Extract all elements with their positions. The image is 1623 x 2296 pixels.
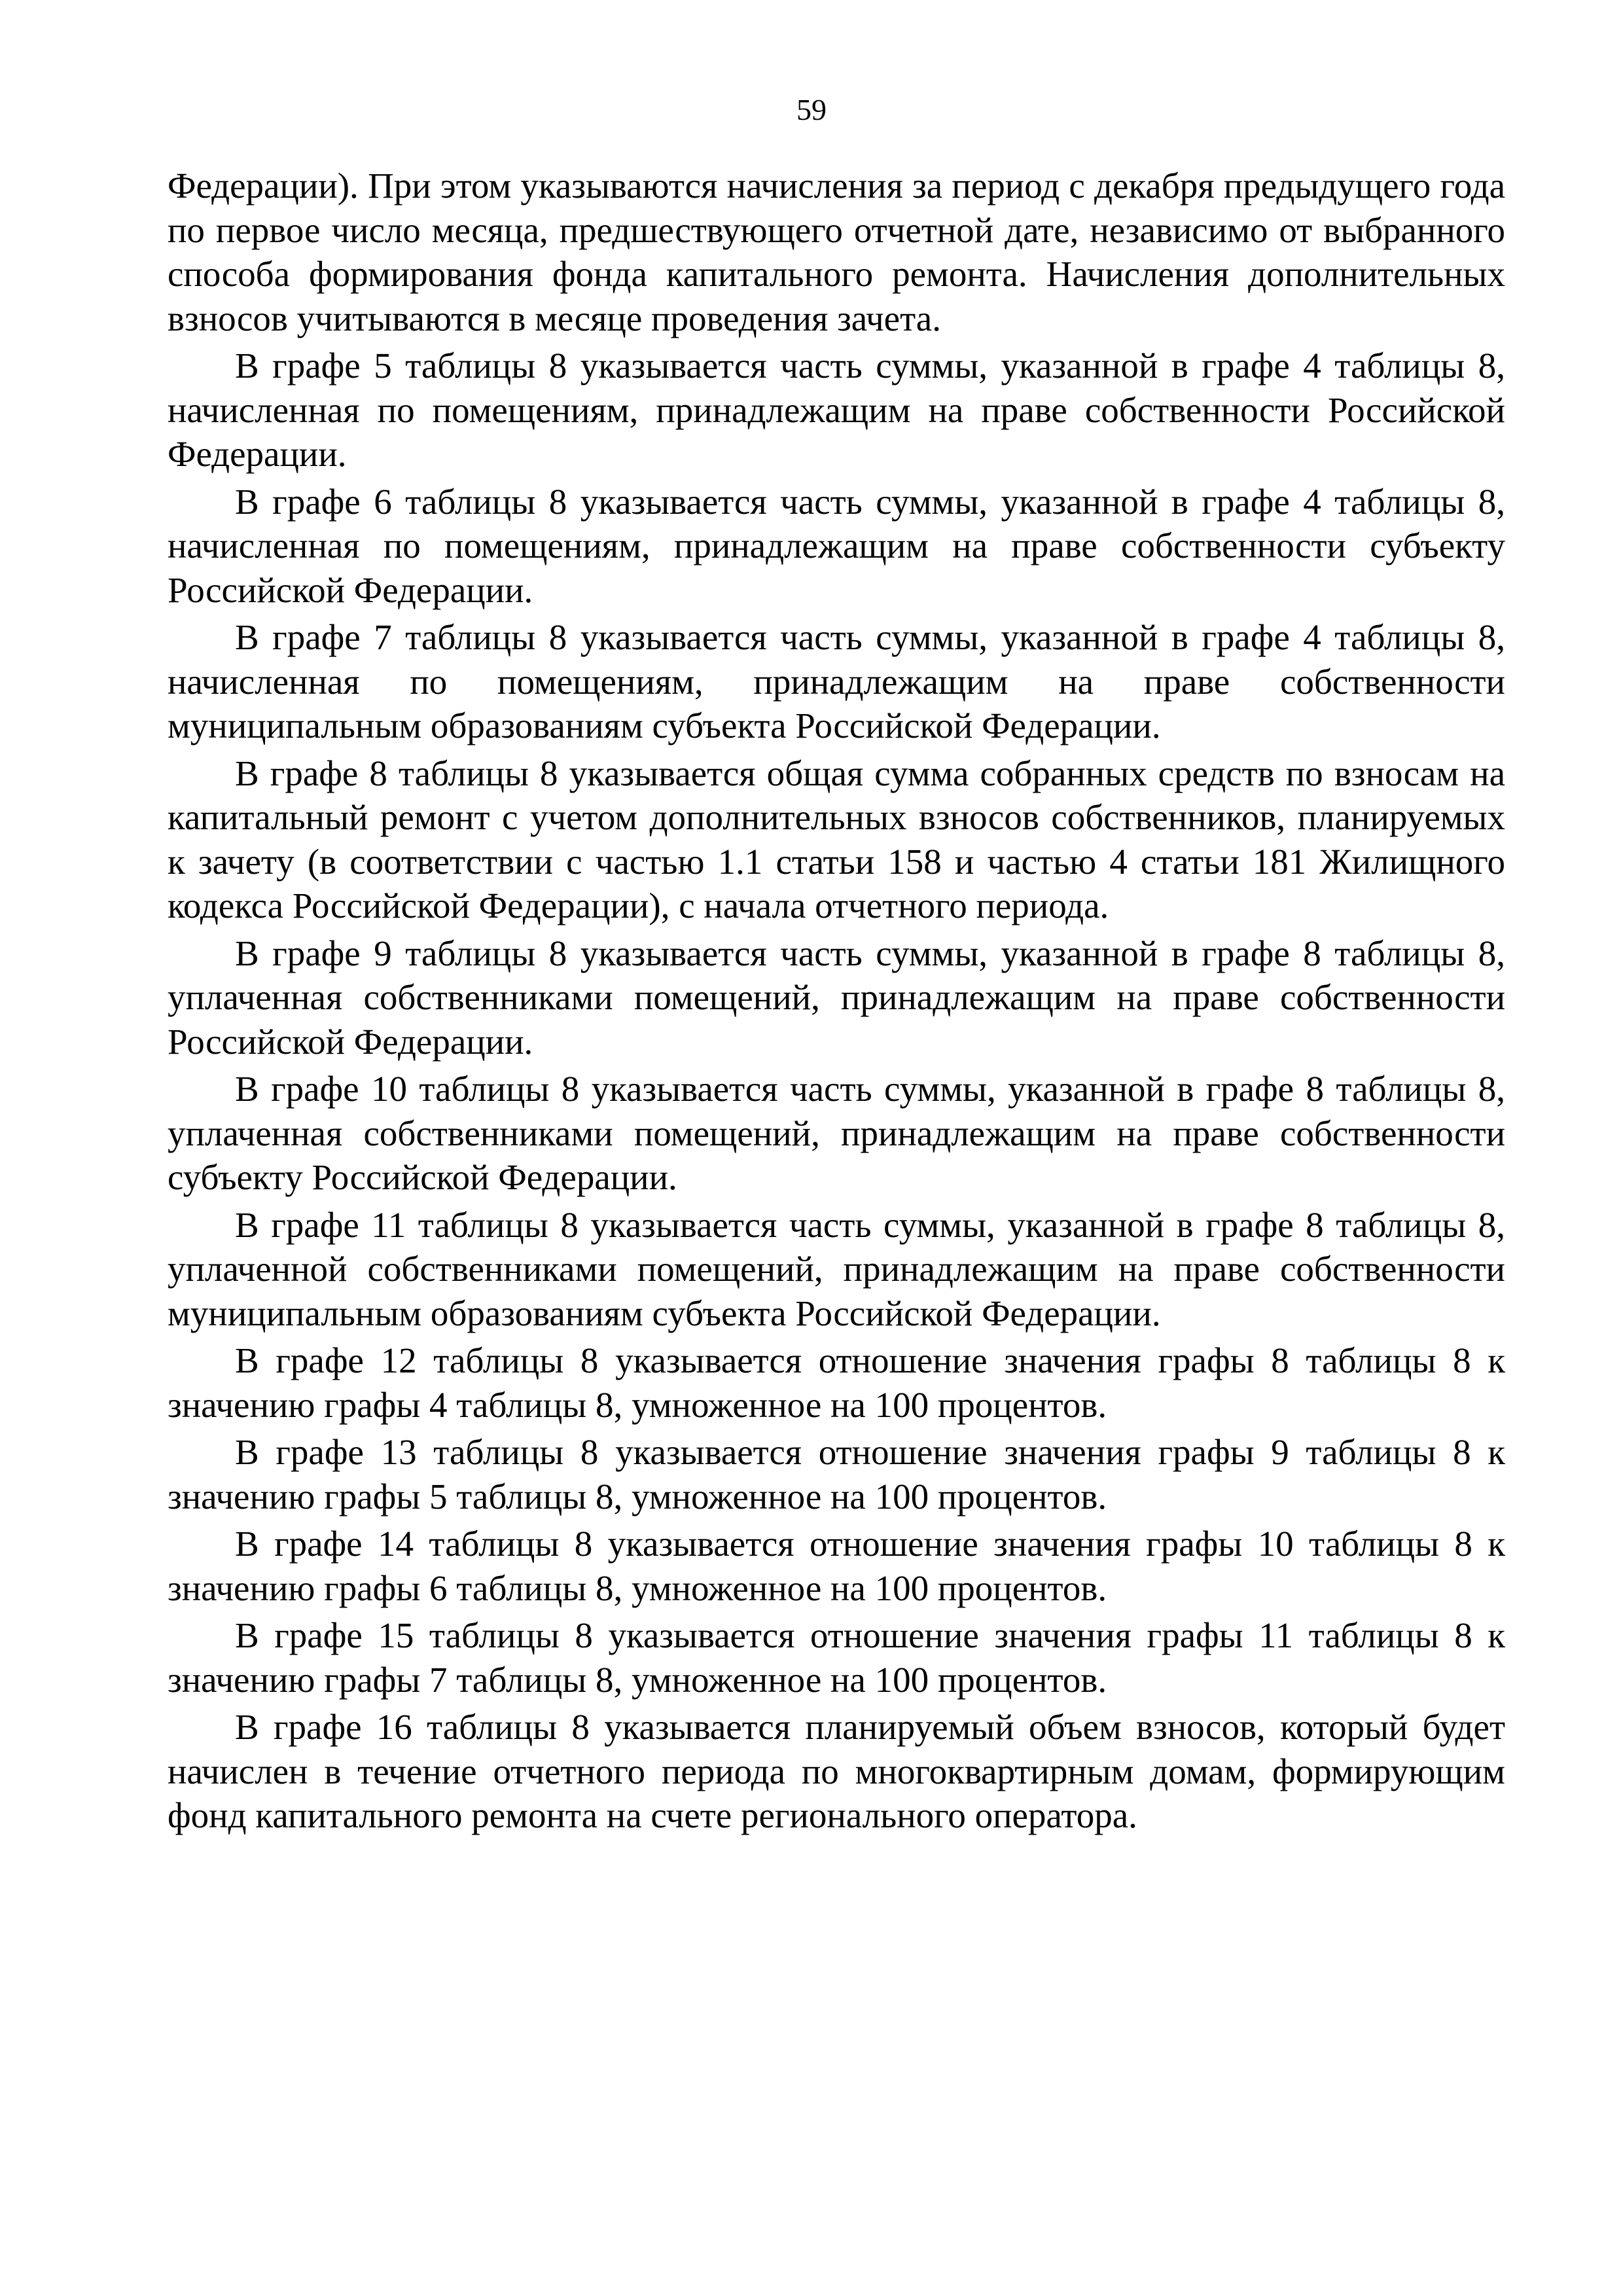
paragraph-column-13: В графе 13 таблицы 8 указывается отношение значения графы 9 таблицы 8 к значению графы 5 таблицы 8, умноженное на 100 процентов. [168, 1432, 1505, 1516]
paragraph-column-15: В графе 15 таблицы 8 указывается отношение значения графы 11 таблицы 8 к значению графы 7 таблицы 8, умноженное на 100 процентов. [168, 1615, 1505, 1700]
page-number: 59 [796, 93, 827, 126]
paragraph-column-10: В графе 10 таблицы 8 указывается часть суммы, указанной в графе 8 таблицы 8, уплаченная собственниками помещений, принадлежащим на праве собственности субъекту Российской Федерации. [168, 1069, 1505, 1197]
paragraph-column-11: В графе 11 таблицы 8 указывается часть суммы, указанной в графе 8 таблицы 8, уплаченной собственниками помещений, принадлежащим на праве собственности муниципальным образованиям субъекта Российской Федерации. [168, 1204, 1505, 1333]
paragraph-column-7: В графе 7 таблицы 8 указывается часть суммы, указанной в графе 4 таблицы 8, начисленная по помещениям, принадлежащим на праве собственности муниципальным образованиям субъекта Российской Федерации. [168, 617, 1505, 745]
paragraph-column-5: В графе 5 таблицы 8 указывается часть суммы, указанной в графе 4 таблицы 8, начисленная по помещениям, принадлежащим на праве собственности Российской Федерации. [168, 346, 1505, 474]
paragraph-column-6: В графе 6 таблицы 8 указывается часть суммы, указанной в графе 4 таблицы 8, начисленная по помещениям, принадлежащим на праве собственности субъекту Российской Федерации. [168, 481, 1505, 610]
paragraph-column-9: В графе 9 таблицы 8 указывается часть суммы, указанной в графе 8 таблицы 8, уплаченная собственниками помещений, принадлежащим на праве собственности Российской Федерации. [168, 933, 1505, 1062]
paragraph-continuation: Федерации). При этом указываются начисления за период с декабря предыдущего года по первое число месяца, предшествующего отчетной дате, независимо от выбранного способа формирования фонда капитального ремонта. Начисления дополнительных взносов учитываются в месяце проведения зачета. [168, 166, 1505, 338]
paragraph-column-16: В графе 16 таблицы 8 указывается планируемый объем взносов, который будет начислен в течение отчетного периода по многоквартирным домам, формирующим фонд капитального ремонта на счете регионального оператора. [168, 1707, 1505, 1835]
paragraph-column-14: В графе 14 таблицы 8 указывается отношение значения графы 10 таблицы 8 к значению графы 6 таблицы 8, умноженное на 100 процентов. [168, 1524, 1505, 1608]
document-body [168, 164, 1505, 1841]
paragraph-column-12: В графе 12 таблицы 8 указывается отношение значения графы 8 таблицы 8 к значению графы 4 таблицы 8, умноженное на 100 процентов. [168, 1340, 1505, 1425]
paragraph-column-8: В графе 8 таблицы 8 указывается общая сумма собранных средств по взносам на капитальный ремонт с учетом дополнительных взносов собственников, планируемых к зачету (в соответствии с частью 1.1 статьи 158 и частью 4 статьи 181 Жилищного кодекса Российской Федерации), с начала отчетного периода. [168, 753, 1505, 925]
